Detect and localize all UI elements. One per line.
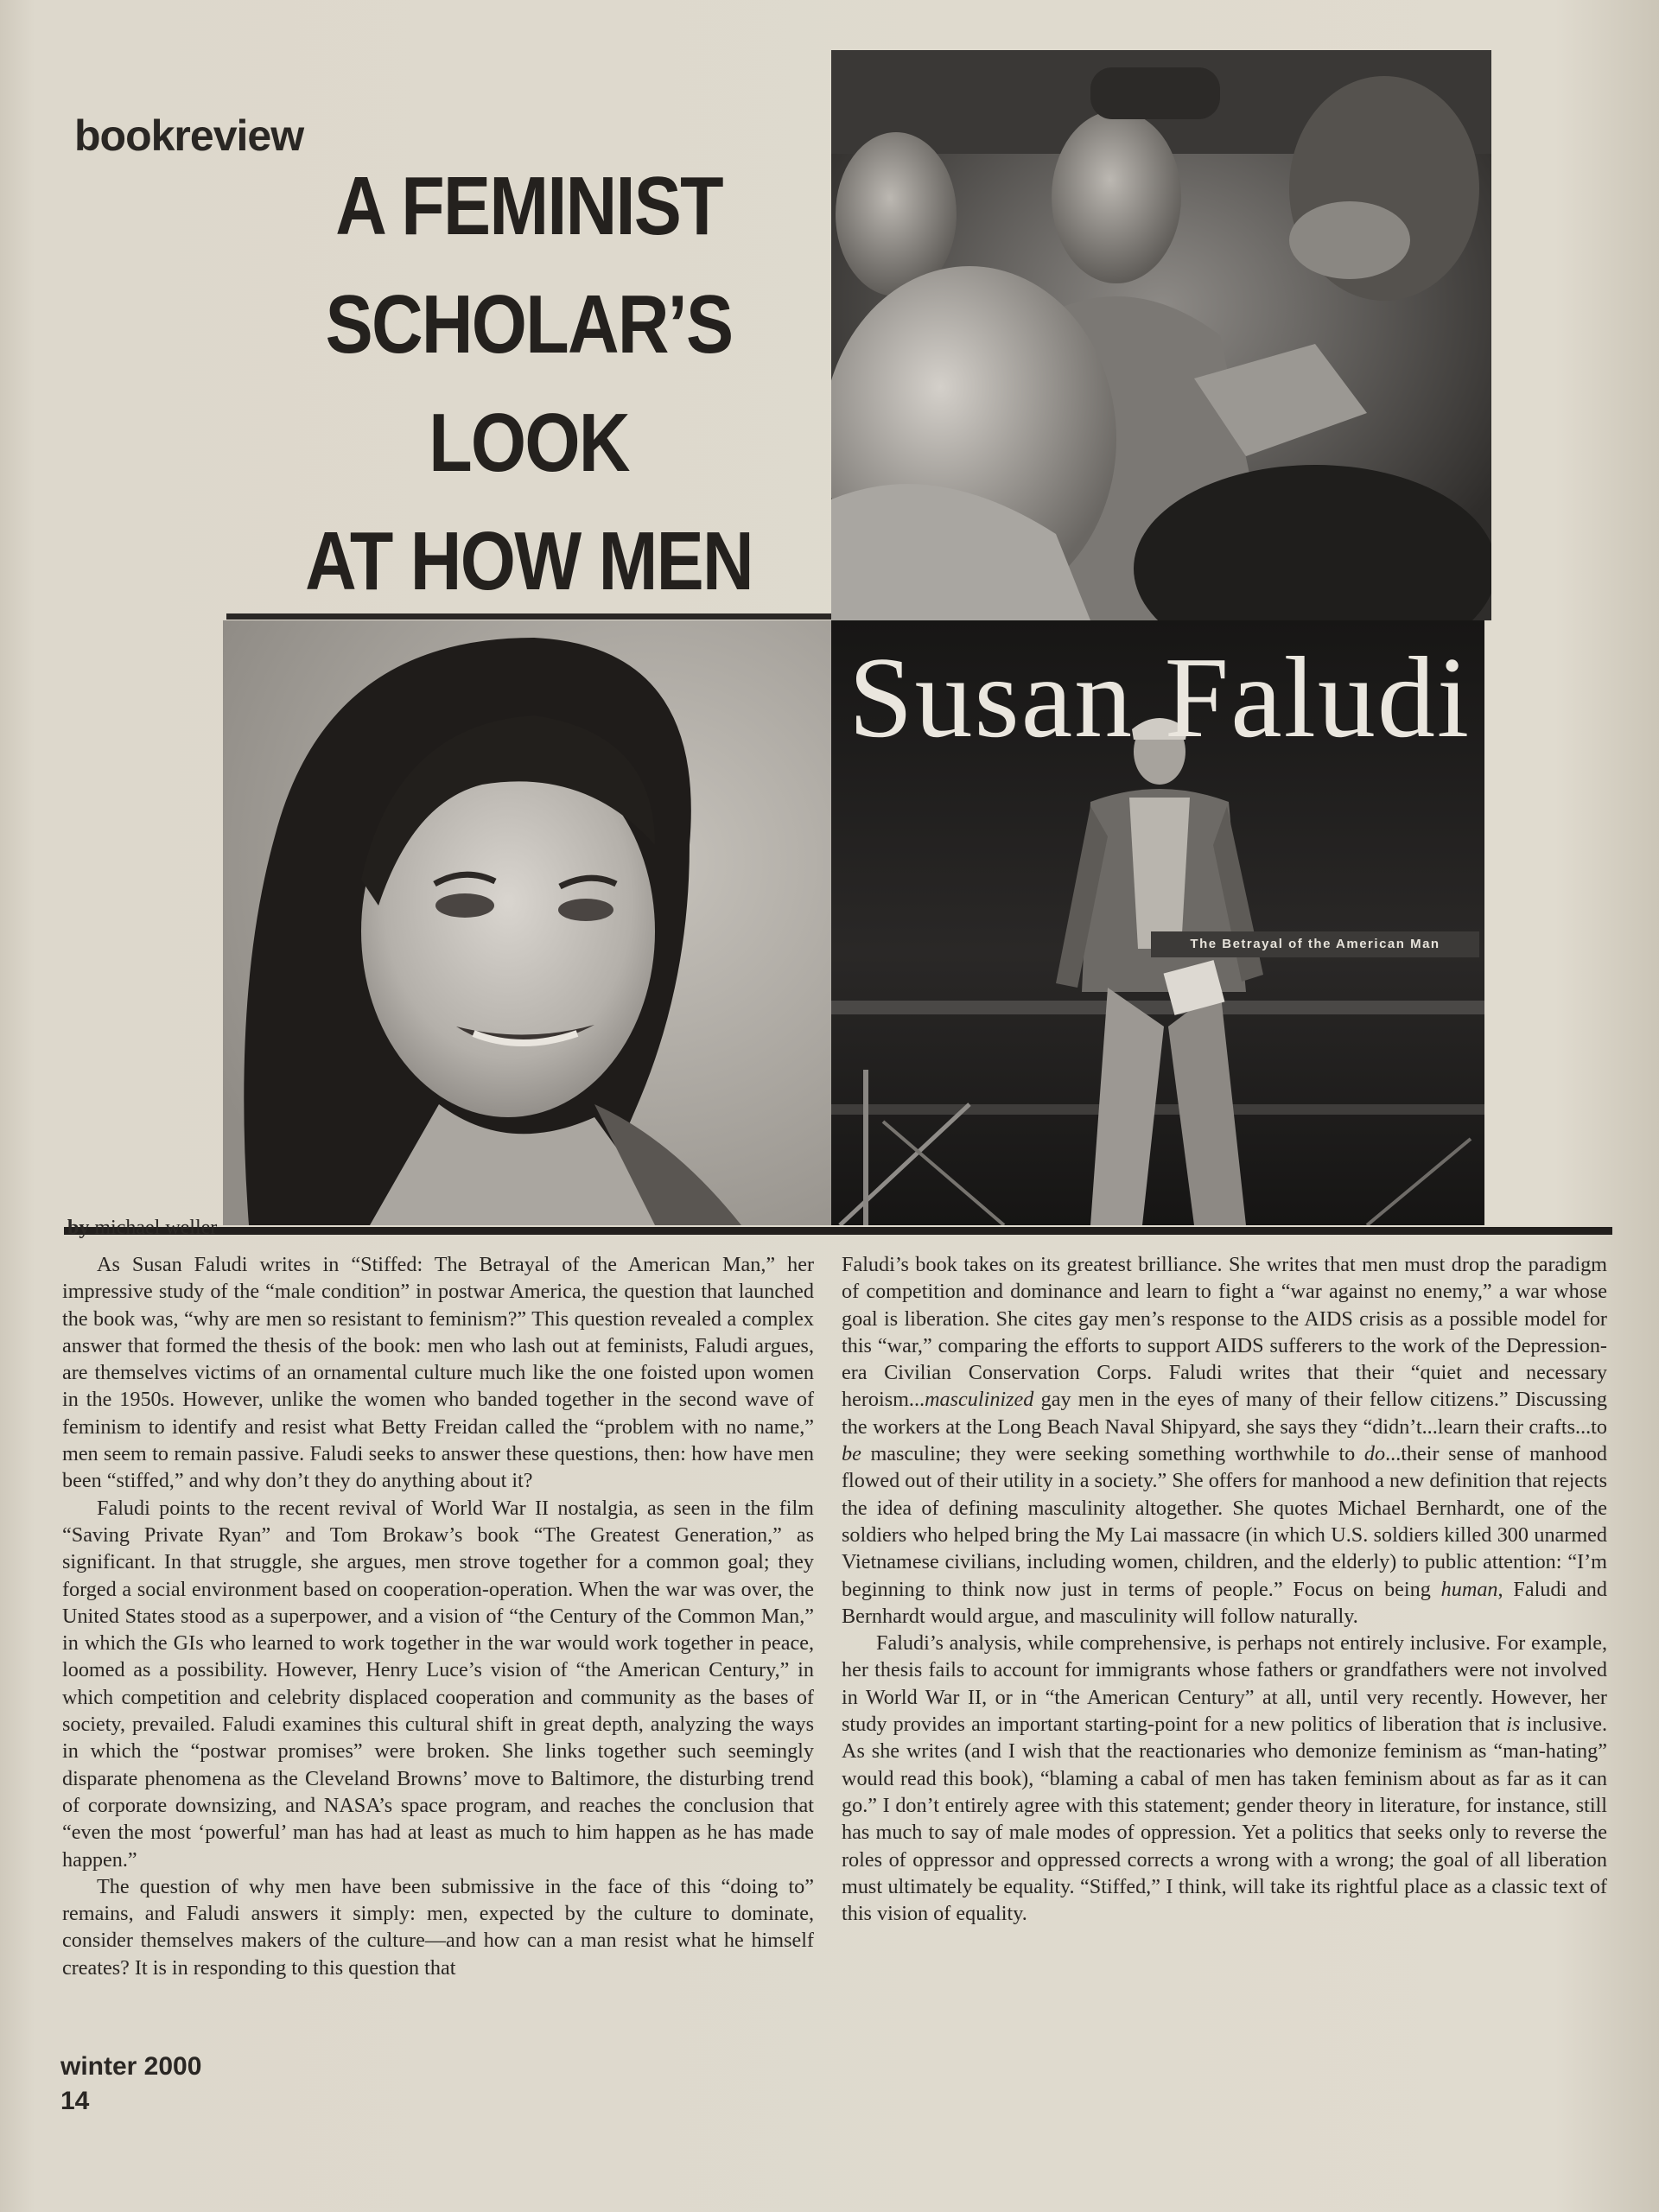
text-run: Faludi’s analysis, while comprehensive, is perhaps not entirely inclusive. For example, her thesis fails to account for immigrants whose fathers or grandfathers were not involved in World War II, or in “the American Century” at all, until very recently. However, her study provides an important starting-point for a new politics of liberation that: [842, 1631, 1607, 1737]
headline-line: SCHOLAR’S LOOK: [325, 278, 733, 489]
article-paragraph: [842, 1251, 1607, 1630]
text-run: masculine; they were seeking something worthwhile to: [861, 1442, 1364, 1466]
author-portrait-photo: [223, 620, 831, 1225]
page-number: 14: [60, 2087, 90, 2115]
byline: [67, 1217, 217, 1240]
cover-author-name: Susan Faludi: [849, 633, 1471, 761]
byline-prefix: by: [67, 1217, 90, 1239]
book-cover: [831, 620, 1484, 1225]
article-paragraph: The question of why men have been submissive in the face of this “doing to” remains, and Faludi answers it simply: men, expected by the culture to dominate, consider themselves makers of the culture—and how can a man resist what he himself creates? It is in responding to this question that: [62, 1874, 814, 1980]
page-footer: [60, 2050, 201, 2119]
headline-line: A FEMINIST: [335, 160, 722, 252]
text-run: Faludi’s book takes on its greatest brilliance. She writes that men must drop the paradigm of competition and dominance and learn to fight a “war against no enemy,” a war whose goal is liberation. She cites gay men’s response to the AIDS crisis as a possible model for this “war,” comparing the efforts to support AIDS sufferers to the work of the Depression-era Civilian Conservation Corps. Faludi writes that their “quiet and necessary heroism...: [842, 1253, 1607, 1412]
italic-run: is: [1506, 1713, 1521, 1737]
cover-subtitle: The Betrayal of the American Man: [1151, 931, 1479, 957]
text-run: gay men in the eyes of many of their fellow citizens.” Discussing the workers at the Long Beach Naval Shipyard, she says they “didn’t...learn their crafts...to: [842, 1388, 1607, 1439]
text-run: ...their sense of manhood flowed out of their utility in a society.” She offers for manhood a new definition that rejects the idea of defining masculinity altogether. She quotes Michael Bernhardt, one of the soldiers who helped bring the My Lai massacre (in which U.S. soldiers killed 300 unarmed Vietnamese civilians, including women, children, and the elderly) to public attention: “I’m beginning to think now just in terms of people.” Focus on being: [842, 1442, 1607, 1601]
text-run: inclusive. As she writes (and I wish that the reactionaries who demonize feminism as “man-hating” would read this book), “blaming a cabal of men has taken feminism about as far as it can go.” I don’t entirely agree with this statement; gender theory in literature, for instance, still has much to say of male modes of oppression. Yet a politics that seeks only to reverse the roles of oppressor and oppressed corrects a wrong with a wrong; the goal of all liberation must ultimately be equality. “Stiffed,” I think, will take its rightful place as a classic text of this vision of equality.: [842, 1713, 1607, 1926]
byline-author: michael weller: [94, 1217, 218, 1239]
headline-rule: [226, 613, 831, 620]
italic-run: human: [1440, 1577, 1498, 1601]
article-rule: [64, 1227, 1612, 1235]
issue-label: winter 2000: [60, 2052, 202, 2081]
italic-run: be: [842, 1442, 861, 1466]
article-column-right: [842, 1251, 1607, 1927]
italic-run: do: [1363, 1442, 1386, 1466]
article-paragraph: [842, 1630, 1607, 1927]
article-paragraph: As Susan Faludi writes in “Stiffed: The Betrayal of the American Man,” her impressive study of the “male condition” in postwar America, the question that launched the book was, “why are men so resistant to feminism?” This question revealed a complex answer that formed the thesis of the book: men who lash out at feminists, Faludi argues, are themselves victims of an ornamental culture much like the one foisted upon women in the 1950s. However, unlike the women who banded together in the second wave of feminism to identify and resist what Betty Freidan called the “problem with no name,” men seem to remain passive. Faludi seeks to answer these questions, then: how have men been “stiffed,” and why don’t they do anything about it?: [62, 1253, 814, 1493]
article-paragraph: Faludi points to the recent revival of World War II nostalgia, as seen in the film “Saving Private Ryan” and Tom Brokaw’s book “The Greatest Generation,” as significant. In that struggle, she argues, men strove together for a common goal; they forged a social environment based on cooperation-operation. When the war was over, the United States stood as a superpower, and a vision of “the Century of the Common Man,” in which the GIs who learned to work together in the war would work together in peace, loomed as a possibility. However, Henry Luce’s vision of “the American Century,” in which competition and celebrity displaced cooperation and community as the bases of society, prevailed. Faludi examines this cultural shift in great depth, analyzing the ways in which the “postwar promises” were broken. She links together such seemingly disparate phenomena as the Cleveland Browns’ move to Baltimore, the disturbing trend of corporate downsizing, and NASA’s space program, and reaches the conclusion that “even the most ‘powerful’ man has had at least as much to him happen as he has made happen.”: [62, 1496, 814, 1872]
headline-line: AT HOW MEN: [305, 515, 753, 607]
article-column-left: [62, 1251, 814, 1981]
section-label: bookreview: [74, 111, 304, 160]
text-run: , Faludi and Bernhardt would argue, and masculinity will follow naturally.: [842, 1577, 1607, 1628]
men-group-photo: [831, 50, 1491, 620]
italic-run: masculinized: [925, 1388, 1034, 1412]
